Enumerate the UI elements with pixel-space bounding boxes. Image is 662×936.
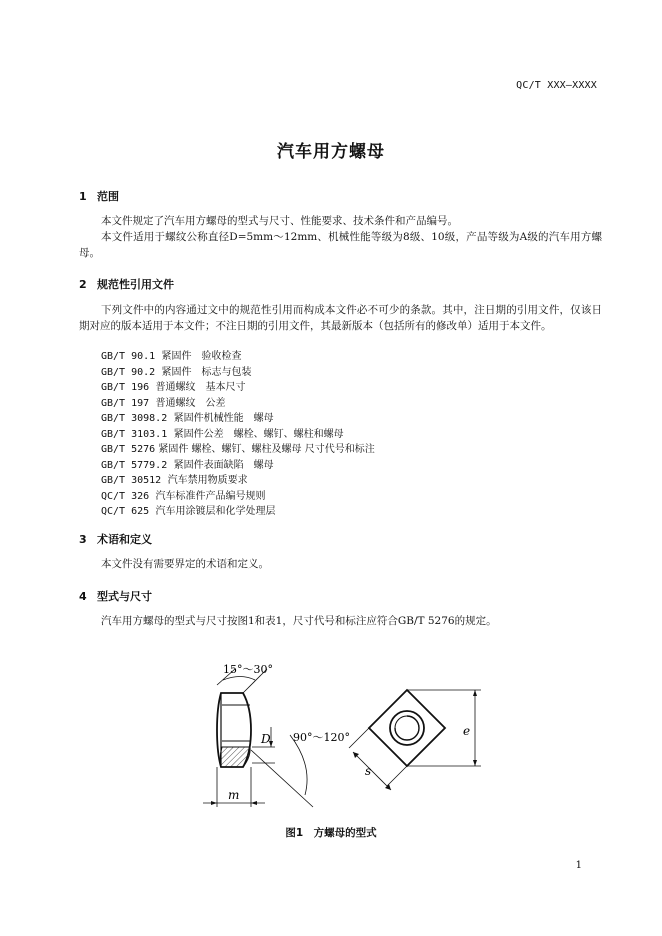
thread-diameter-label: D — [261, 732, 271, 746]
section-heading-form — [79, 588, 152, 604]
section-heading-terms — [79, 531, 152, 547]
reference-item: GB/T 5779.2 紧固件表面缺陷 螺母 — [101, 459, 274, 471]
side-view — [203, 663, 350, 807]
reference-item: QC/T 625 汽车用涂镀层和化学处理层 — [101, 506, 276, 517]
section-title: 型式与尺寸 — [97, 590, 152, 603]
reference-item: GB/T 196 普通螺纹 基本尺寸 — [101, 382, 246, 393]
section-heading-normative — [79, 276, 174, 292]
reference-item: QC/T 326 汽车标准件产品编号规则 — [101, 490, 266, 502]
reference-item: GB/T 90.2 紧固件 标志与包装 — [101, 366, 252, 378]
reference-item: GB/T 3098.2 紧固件机械性能 螺母 — [101, 413, 274, 424]
figure-caption: 图1 方螺母的型式 — [285, 827, 377, 839]
section-number: 4 — [79, 590, 87, 603]
section-number: 2 — [79, 278, 87, 291]
section-heading-scope — [79, 188, 119, 204]
figure-square-nut — [195, 655, 495, 820]
top-view — [349, 690, 481, 790]
section-title: 范围 — [97, 190, 119, 203]
height-m-label: m — [228, 788, 240, 802]
scope-paragraph-1: 本文件规定了汽车用方螺母的型式与尺寸、性能要求、技术条件和产品编号。 — [101, 215, 458, 227]
reference-list — [101, 349, 375, 520]
chamfer-angle-label: 15°～30° — [223, 663, 273, 676]
reference-item: GB/T 3103.1 紧固件公差 螺栓、螺钉、螺柱和螺母 — [101, 428, 344, 440]
diagonal-e-label: e — [463, 724, 471, 738]
reference-item: GB/T 30512 汽车禁用物质要求 — [101, 475, 248, 486]
page-title: 汽车用方螺母 — [277, 142, 385, 162]
terms-paragraph: 本文件没有需要界定的术语和定义。 — [101, 558, 269, 570]
section-number: 1 — [79, 190, 87, 203]
width-s-label: s — [365, 764, 372, 778]
page-number: 1 — [575, 860, 582, 871]
normative-intro-paragraph: 下列文件中的内容通过文中的规范性引用而构成本文件必不可少的条款。其中，注日期的引用文件，仅该日期对应的版本适用于本文件；不注日期的引用文件，其最新版本（包括所有的修改单）适用于本文件。 — [79, 304, 602, 332]
scope-paragraph-2: 本文件适用于螺纹公称直径D=5mm～12mm、机械性能等级为8级、10级，产品等级为A级的汽车用方螺母。 — [79, 231, 602, 259]
reference-item: GB/T 90.1 紧固件 验收检查 — [101, 351, 242, 362]
reference-item: GB/T 197 普通螺纹 公差 — [101, 397, 226, 409]
header-standard-code: QC/T XXX—XXXX — [516, 80, 597, 91]
form-paragraph: 汽车用方螺母的型式与尺寸按图1和表1，尺寸代号和标注应符合GB/T 5276的规定。 — [101, 615, 497, 627]
square-nut-drawing — [195, 655, 495, 820]
section-title: 规范性引用文件 — [97, 278, 174, 291]
reference-item: GB/T 5276 紧固件 螺栓、螺钉、螺柱及螺母 尺寸代号和标注 — [101, 444, 375, 455]
cone-angle-label: 90°～120° — [293, 731, 350, 744]
section-title: 术语和定义 — [97, 533, 152, 546]
section-number: 3 — [79, 533, 87, 546]
